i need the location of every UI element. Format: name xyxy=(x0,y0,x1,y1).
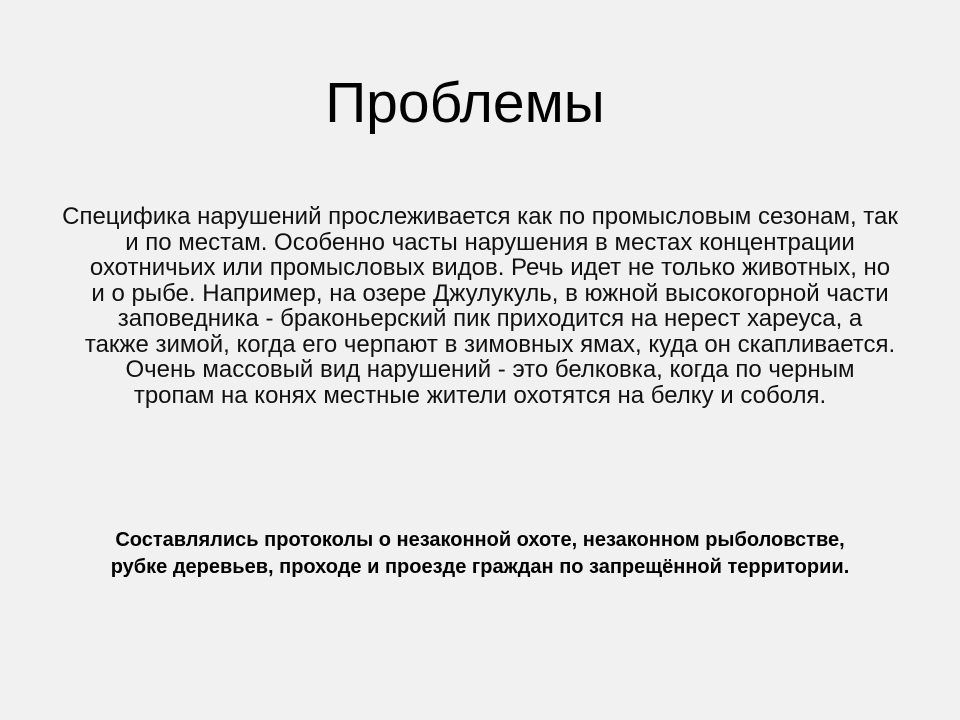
note-line: рубке деревьев, проходе и проезде граждан по запрещённой территории. xyxy=(110,556,850,578)
note-line: Составлялись протоколы о незаконной охоте, незаконном рыболовстве, xyxy=(115,529,845,551)
body-line: и о рыбе. Например, на озере Джулукуль, в южной высокогорной части xyxy=(91,279,889,307)
slide-title: Проблемы xyxy=(325,71,605,135)
body-line: Очень массовый вид нарушений - это белковка, когда по черным xyxy=(125,356,855,383)
body-line: заповедника - браконьерский пик приходится на нерест хареуса, а xyxy=(117,305,863,332)
body-paragraph xyxy=(10,204,950,408)
body-line: также зимой, когда его черпают в зимовных ямах, куда он скапливается. xyxy=(84,330,896,358)
body-line: Специфика нарушений прослеживается как по промысловым сезонам, так xyxy=(62,203,898,230)
body-line: и по местам. Особенно часты нарушения в местах концентрации xyxy=(125,228,855,256)
bold-note xyxy=(10,527,950,581)
body-line: тропам на конях местные жители охотятся на белку и соболя. xyxy=(133,381,827,409)
body-line: охотничьих или промысловых видов. Речь идет не только животных, но xyxy=(89,254,891,281)
